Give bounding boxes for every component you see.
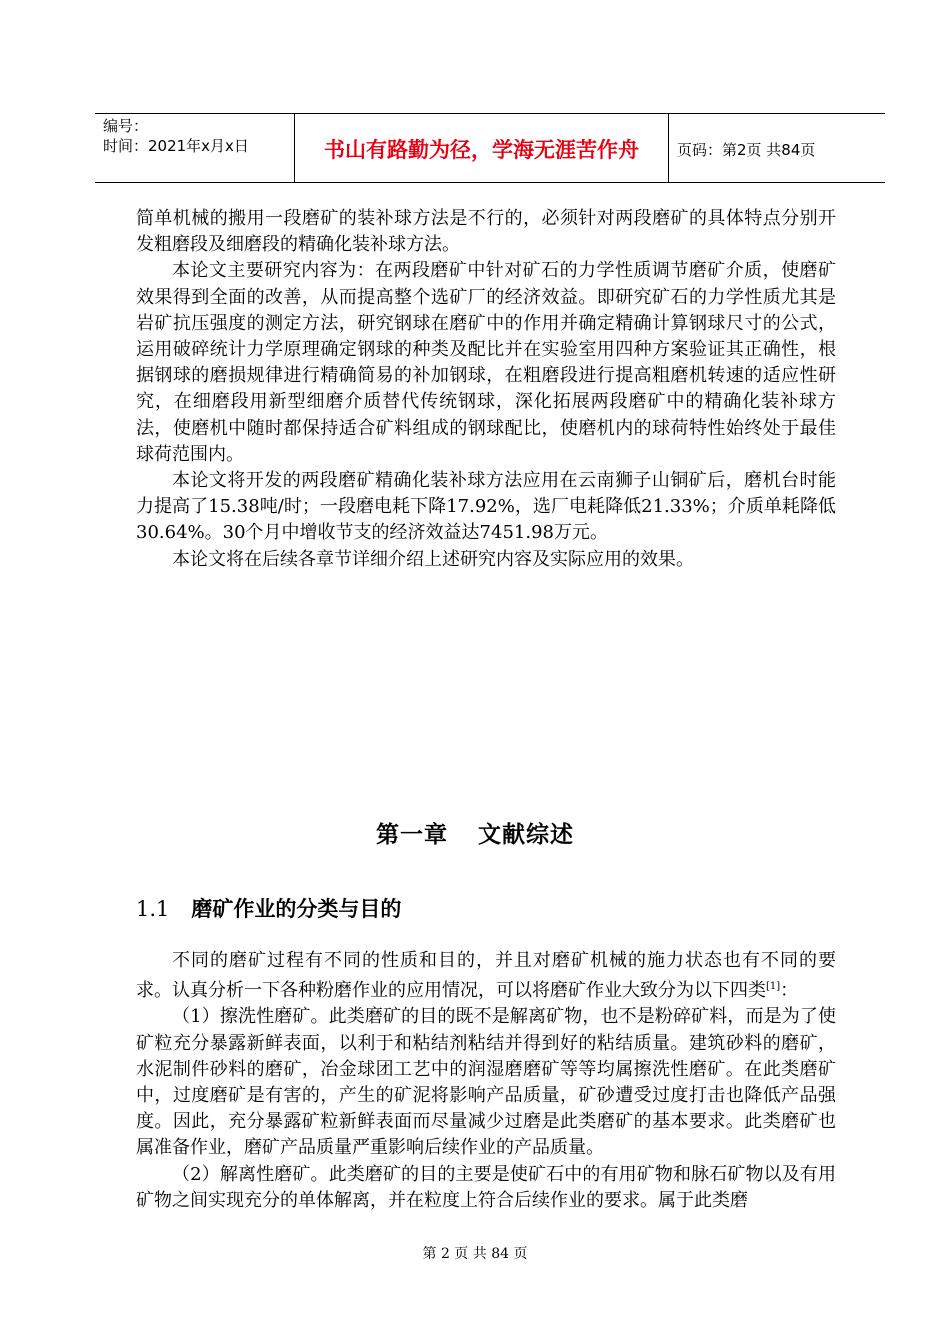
paragraph [136, 948, 836, 1004]
header-divider [668, 114, 669, 182]
paragraph-text: ： [780, 980, 799, 1002]
chapter-heading [0, 816, 950, 849]
chapter-title: 文献综述 [478, 822, 574, 848]
paragraph: （1）擦洗性磨矿。此类磨矿的目的既不是解离矿物，也不是粉碎矿料，而是为了使矿粒充分暴露新鲜表面，以利于和粘结剂粘结并得到好的粘结质量。建筑砂料的磨矿，水泥制件砂料的磨矿，冶金球团工艺中的润湿磨磨矿等等均属擦洗性磨矿。在此类磨矿中，过度磨矿是有害的，产生的矿泥将影响产品质量，矿砂遭受过度打击也降低产品强度。因此，充分暴露矿粒新鲜表面而尽量减少过磨是此类磨矿的基本要求。此类磨矿也属准备作业，磨矿产品质量严重影响后续作业的产品质量。 [136, 1006, 836, 1159]
paragraph: 简单机械的搬用一段磨矿的装补球方法是不行的，必须针对两段磨矿的具体特点分别开发粗磨段及细磨段的精确化装补球方法。 [136, 208, 836, 256]
page-footer: 第 2 页 共 84 页 [422, 1246, 528, 1262]
document-time-label: 时间：2021年x月x日 [103, 137, 249, 155]
section-title: 磨矿作业的分类与目的 [191, 897, 402, 921]
paragraph: （2）解离性磨矿。此类磨矿的目的主要是使矿石中的有用矿物和脉石矿物以及有用矿物之间实现充分的单体解离，并在粒度上符合后续作业的要求。属于此类磨 [136, 1163, 836, 1211]
section-heading [136, 893, 401, 923]
page-header-table [95, 113, 885, 183]
paragraph: 本论文将开发的两段磨矿精确化装补球方法应用在云南狮子山铜矿后，磨机台时能力提高了15.38吨/时；一段磨电耗下降17.92%，选厂电耗降低21.33%；介质单耗降低30.64%。30个月中增收节支的经济效益达7451.98万元。 [136, 470, 836, 544]
header-motto: 书山有路勤为径，学海无涯苦作舟 [324, 138, 639, 162]
paragraph: 本论文将在后续各章节详细介绍上述研究内容及实际应用的效果。 [172, 548, 694, 570]
header-meta [103, 116, 249, 156]
chapter-number: 第一章 [376, 822, 448, 848]
section-text [136, 948, 836, 1214]
paragraph: 本论文主要研究内容为：在两段磨矿中针对矿石的力学性质调节磨矿介质，使磨矿效果得到全面的改善，从而提高整个选矿厂的经济效益。即研究矿石的力学性质尤其是岩矿抗压强度的测定方法，研究钢球在磨矿中的作用并确定精确计算钢球尺寸的公式，运用破碎统计力学原理确定钢球的种类及配比并在实验室用四种方案验证其正确性，根据钢球的磨损规律进行精确简易的补加钢球，在粗磨段进行提高粗磨机转速的适应性研究，在细磨段用新型细磨介质替代传统钢球，深化拓展两段磨矿中的精确化装补球方法，使磨机中随时都保持适合矿料组成的钢球配比，使磨机内的球荷特性始终处于最佳球荷范围内。 [136, 260, 836, 465]
paragraph-text: 不同的磨矿过程有不同的性质和目的，并且对磨矿机械的施力状态也有不同的要求。认真分析一下各种粉磨作业的应用情况，可以将磨矿作业大致分为以下四类 [136, 950, 836, 1002]
intro-text [136, 206, 836, 573]
section-number: 1.1 [136, 897, 170, 921]
document-number-label: 编号： [103, 117, 149, 135]
citation-ref: [1] [766, 981, 781, 993]
header-page-number: 页码：第2页 共84页 [677, 141, 816, 159]
